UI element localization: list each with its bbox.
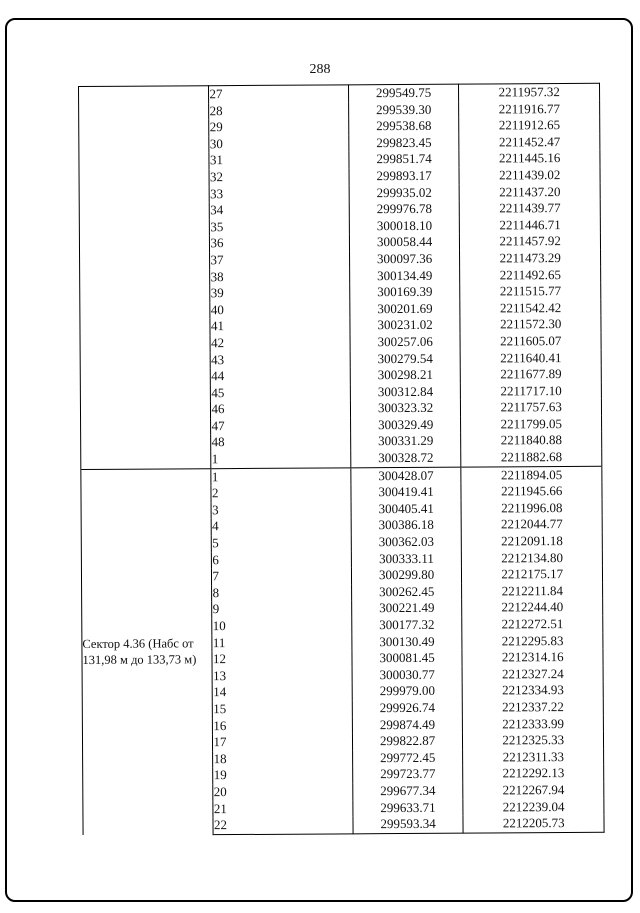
point-number: 5 xyxy=(212,534,351,551)
x-coordinate: 300328.72 xyxy=(350,450,461,468)
y-coordinate: 2211605.07 xyxy=(460,333,601,350)
y-coordinate: 2211572.30 xyxy=(460,316,601,333)
x-coordinate: 299539.30 xyxy=(348,101,459,118)
point-number: 31 xyxy=(209,152,348,169)
x-coordinate: 300419.41 xyxy=(351,484,462,501)
point-number: 22 xyxy=(213,816,352,834)
x-coordinate: 300331.29 xyxy=(350,433,461,450)
x-coordinate: 300177.32 xyxy=(352,617,463,634)
x-coordinate: 299976.78 xyxy=(349,201,460,218)
x-coordinate: 300030.77 xyxy=(352,666,463,683)
page-number: 288 xyxy=(309,62,331,77)
x-coordinate: 299593.34 xyxy=(353,816,464,834)
y-coordinate: 2211677.89 xyxy=(461,366,602,383)
y-coordinate: 2211757.63 xyxy=(461,399,602,416)
y-coordinate: 2212205.73 xyxy=(463,815,604,833)
x-coordinate: 300386.18 xyxy=(351,517,462,534)
point-number: 46 xyxy=(211,401,350,418)
y-coordinate: 2211515.77 xyxy=(460,283,601,300)
y-coordinate: 2211473.29 xyxy=(460,250,601,267)
y-coordinate: 2211542.42 xyxy=(460,300,601,317)
point-number: 29 xyxy=(209,119,348,136)
y-coordinate: 2212239.04 xyxy=(463,798,604,815)
sector-label: Сектор 4.36 (Набс от 131,98 м до 133,73 м) xyxy=(81,468,214,835)
point-number: 14 xyxy=(213,684,352,701)
y-coordinate: 2211439.77 xyxy=(460,200,601,217)
point-number: 21 xyxy=(213,800,352,817)
y-coordinate: 2211457.92 xyxy=(460,233,601,250)
y-coordinate: 2211492.65 xyxy=(460,266,601,283)
x-coordinate: 299823.45 xyxy=(349,134,460,151)
y-coordinate: 2212175.17 xyxy=(462,566,603,583)
point-number: 4 xyxy=(212,518,351,535)
x-coordinate: 300201.69 xyxy=(350,300,461,317)
point-number: 1 xyxy=(211,467,350,485)
x-coordinate: 299822.87 xyxy=(352,733,463,750)
x-coordinate: 300134.49 xyxy=(349,267,460,284)
point-number: 8 xyxy=(212,584,351,601)
x-coordinate: 299772.45 xyxy=(352,749,463,766)
point-number: 39 xyxy=(210,284,349,301)
point-number: 9 xyxy=(212,601,351,618)
y-coordinate: 2211437.20 xyxy=(460,183,601,200)
y-coordinate: 2212325.33 xyxy=(463,732,604,749)
y-coordinate: 2211799.05 xyxy=(461,416,602,433)
coordinates-table xyxy=(78,83,605,836)
point-number: 11 xyxy=(212,634,351,651)
point-number: 15 xyxy=(213,700,352,717)
point-number: 43 xyxy=(211,351,350,368)
y-coordinate: 2212267.94 xyxy=(463,782,604,799)
point-number: 40 xyxy=(210,301,349,318)
x-coordinate: 300299.80 xyxy=(351,567,462,584)
y-coordinate: 2211640.41 xyxy=(461,349,602,366)
point-number: 47 xyxy=(211,417,350,434)
x-coordinate: 299893.17 xyxy=(349,168,460,185)
y-coordinate: 2212295.83 xyxy=(462,632,603,649)
y-coordinate: 2212327.24 xyxy=(462,666,603,683)
x-coordinate: 300130.49 xyxy=(352,633,463,650)
x-coordinate: 299926.74 xyxy=(352,700,463,717)
y-coordinate: 2212272.51 xyxy=(462,616,603,633)
x-coordinate: 299677.34 xyxy=(353,783,464,800)
y-coordinate: 2212134.80 xyxy=(462,549,603,566)
y-coordinate: 2212244.40 xyxy=(462,599,603,616)
point-number: 27 xyxy=(209,85,348,103)
point-number: 20 xyxy=(213,783,352,800)
x-coordinate: 300279.54 xyxy=(350,350,461,367)
coordinates-table-body xyxy=(79,83,605,835)
x-coordinate: 300257.06 xyxy=(350,334,461,351)
x-coordinate: 300333.11 xyxy=(351,550,462,567)
point-number: 16 xyxy=(213,717,352,734)
point-number: 32 xyxy=(209,168,348,185)
y-coordinate: 2211717.10 xyxy=(461,382,602,399)
point-number: 35 xyxy=(210,218,349,235)
y-coordinate: 2212044.77 xyxy=(462,516,603,533)
point-number: 3 xyxy=(212,501,351,518)
x-coordinate: 300231.02 xyxy=(350,317,461,334)
x-coordinate: 300221.49 xyxy=(351,600,462,617)
x-coordinate: 299935.02 xyxy=(349,184,460,201)
point-number: 48 xyxy=(211,434,350,451)
point-number: 38 xyxy=(210,268,349,285)
x-coordinate: 299874.49 xyxy=(352,716,463,733)
x-coordinate: 300262.45 xyxy=(351,583,462,600)
x-coordinate: 299851.74 xyxy=(349,151,460,168)
x-coordinate: 300298.21 xyxy=(350,367,461,384)
x-coordinate: 300323.32 xyxy=(350,400,461,417)
point-number: 2 xyxy=(211,485,350,502)
y-coordinate: 2211840.88 xyxy=(461,432,602,449)
point-number: 7 xyxy=(212,568,351,585)
y-coordinate: 2211996.08 xyxy=(461,500,602,517)
x-coordinate: 300362.03 xyxy=(351,534,462,551)
sector-label xyxy=(79,86,212,469)
y-coordinate: 2212333.99 xyxy=(463,715,604,732)
x-coordinate: 300405.41 xyxy=(351,501,462,518)
x-coordinate: 299633.71 xyxy=(353,799,464,816)
x-coordinate: 300312.84 xyxy=(350,383,461,400)
point-number: 12 xyxy=(212,651,351,668)
point-number: 44 xyxy=(211,367,350,384)
y-coordinate: 2212337.22 xyxy=(463,699,604,716)
x-coordinate: 300097.36 xyxy=(349,251,460,268)
y-coordinate: 2211439.02 xyxy=(459,167,600,184)
point-number: 6 xyxy=(212,551,351,568)
y-coordinate: 2211916.77 xyxy=(459,100,600,117)
x-coordinate: 299723.77 xyxy=(352,766,463,783)
y-coordinate: 2211957.32 xyxy=(459,83,600,101)
point-number: 36 xyxy=(210,235,349,252)
point-number: 33 xyxy=(210,185,349,202)
y-coordinate: 2212211.84 xyxy=(462,583,603,600)
y-coordinate: 2211945.66 xyxy=(461,483,602,500)
y-coordinate: 2212091.18 xyxy=(462,533,603,550)
x-coordinate: 300081.45 xyxy=(352,650,463,667)
x-coordinate: 299979.00 xyxy=(352,683,463,700)
x-coordinate: 300428.07 xyxy=(351,467,462,485)
y-coordinate: 2212292.13 xyxy=(463,765,604,782)
point-number: 42 xyxy=(210,334,349,351)
y-coordinate: 2211882.68 xyxy=(461,449,602,467)
y-coordinate: 2211446.71 xyxy=(460,217,601,234)
x-coordinate: 300329.49 xyxy=(350,417,461,434)
point-number: 13 xyxy=(213,667,352,684)
x-coordinate: 299538.68 xyxy=(348,118,459,135)
point-number: 1 xyxy=(211,450,350,468)
y-coordinate: 2211894.05 xyxy=(461,466,602,484)
x-coordinate: 300058.44 xyxy=(349,234,460,251)
y-coordinate: 2211452.47 xyxy=(459,134,600,151)
point-number: 30 xyxy=(209,135,348,152)
point-number: 34 xyxy=(210,202,349,219)
point-number: 41 xyxy=(210,318,349,335)
point-number: 37 xyxy=(210,251,349,268)
y-coordinate: 2212334.93 xyxy=(463,682,604,699)
x-coordinate: 299549.75 xyxy=(348,84,459,102)
y-coordinate: 2212311.33 xyxy=(463,749,604,766)
point-number: 28 xyxy=(209,102,348,119)
y-coordinate: 2212314.16 xyxy=(462,649,603,666)
x-coordinate: 300018.10 xyxy=(349,217,460,234)
x-coordinate: 300169.39 xyxy=(349,284,460,301)
point-number: 17 xyxy=(213,733,352,750)
point-number: 18 xyxy=(213,750,352,767)
y-coordinate: 2211912.65 xyxy=(459,117,600,134)
point-number: 19 xyxy=(213,767,352,784)
point-number: 10 xyxy=(212,617,351,634)
y-coordinate: 2211445.16 xyxy=(459,150,600,167)
point-number: 45 xyxy=(211,384,350,401)
